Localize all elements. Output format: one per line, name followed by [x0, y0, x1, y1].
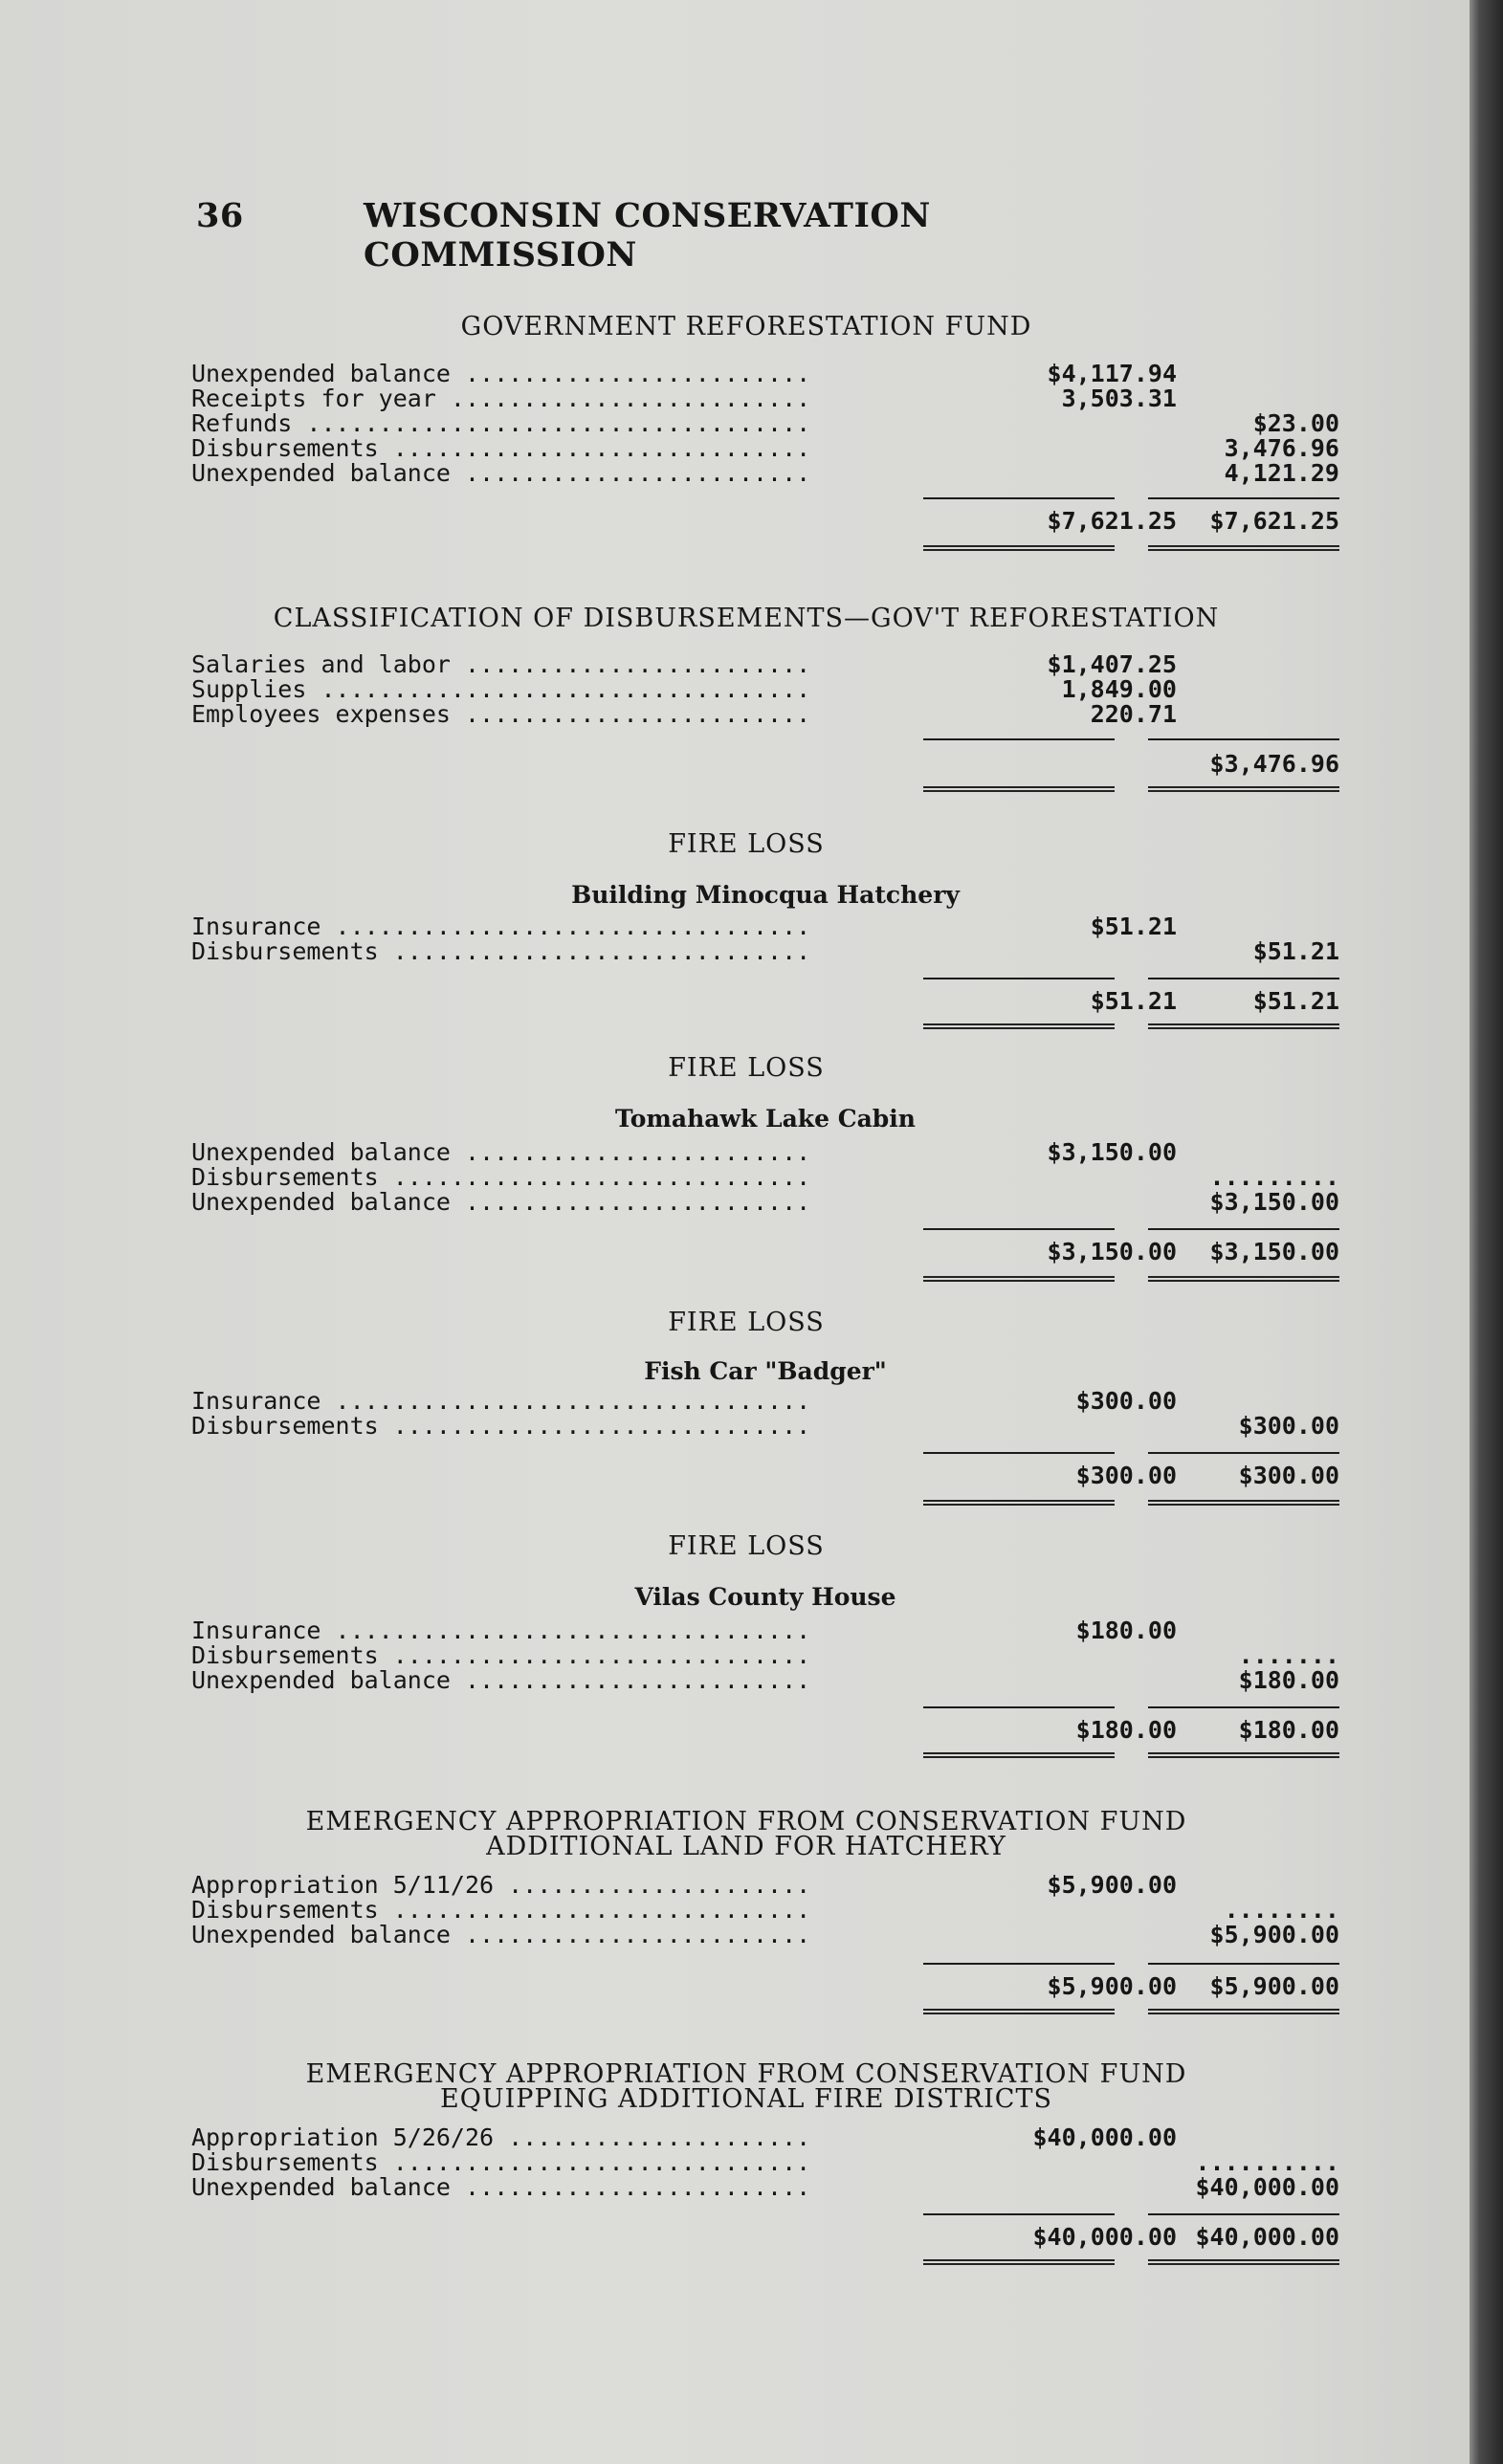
ledger-row: [191, 914, 1339, 939]
double-rule: [923, 2009, 1115, 2014]
double-rule: [1148, 2259, 1339, 2265]
totals-row: [191, 1238, 1339, 1266]
sum-rule: [1148, 1228, 1339, 1230]
row-debit: 3,503.31: [1061, 385, 1177, 412]
ledger-row: [191, 2175, 1339, 2200]
total-debit: $5,900.00: [1047, 1972, 1177, 2000]
sum-rule: [1148, 978, 1339, 979]
section-heading-reforestation-fund: GOVERNMENT REFORESTATION FUND: [460, 312, 1032, 341]
total-credit: $7,621.25: [1209, 507, 1339, 535]
double-rule: [1148, 1023, 1339, 1029]
double-rule: [1148, 545, 1339, 551]
page-title: WISCONSIN CONSERVATION COMMISSION: [364, 196, 931, 275]
ledger-row: [191, 652, 1339, 677]
ledger-row: [191, 436, 1339, 461]
sum-rule: [923, 1452, 1115, 1454]
row-credit: .......: [1238, 1641, 1339, 1669]
ledger-row: [191, 1668, 1339, 1693]
double-rule: [1148, 2009, 1339, 2014]
double-rule: [923, 1500, 1115, 1506]
ledger-row: [191, 1618, 1339, 1643]
sum-rule: [1148, 1963, 1339, 1965]
double-rule: [1148, 1500, 1339, 1506]
row-credit: 3,476.96: [1224, 434, 1339, 462]
row-credit: $23.00: [1252, 409, 1339, 437]
sum-rule: [923, 1228, 1115, 1230]
sum-rule: [923, 1963, 1115, 1965]
row-label: Receipts for year .........................: [191, 386, 811, 411]
running-head: [196, 196, 1191, 275]
row-credit: $3,150.00: [1209, 1188, 1339, 1216]
total-debit: $3,150.00: [1047, 1238, 1177, 1265]
ledger-row: [191, 702, 1339, 727]
row-debit: 220.71: [1090, 700, 1177, 728]
row-label: Insurance .................................: [191, 914, 811, 939]
ledger-row: [191, 1165, 1339, 1190]
section-heading-fire-loss: FIRE LOSS: [668, 1053, 825, 1083]
double-rule: [923, 1752, 1115, 1758]
row-label: Disbursements .............................: [191, 2150, 811, 2175]
sum-rule: [923, 1706, 1115, 1708]
book-binding-edge: [1470, 0, 1503, 2464]
total-debit: $300.00: [1075, 1462, 1177, 1489]
row-debit: $180.00: [1075, 1617, 1177, 1644]
section-heading-classification: CLASSIFICATION OF DISBURSEMENTS—GOV'T REFORESTATION: [273, 604, 1220, 633]
double-rule: [923, 1023, 1115, 1029]
row-label: Unexpended balance ........................: [191, 1923, 811, 1947]
row-credit: $5,900.00: [1209, 1921, 1339, 1948]
row-label: Disbursements .............................: [191, 1643, 811, 1668]
ledger-row: [191, 1643, 1339, 1668]
row-label: Unexpended balance ........................: [191, 1140, 811, 1165]
sum-rule: [923, 738, 1115, 740]
total-credit: $51.21: [1252, 987, 1339, 1015]
total-debit: $180.00: [1075, 1716, 1177, 1744]
row-credit: ........: [1224, 1896, 1339, 1924]
row-label: Insurance .................................: [191, 1389, 811, 1414]
double-rule: [923, 2259, 1115, 2265]
section-subheading: Fish Car "Badger": [644, 1357, 887, 1385]
row-debit: $4,117.94: [1047, 360, 1177, 387]
row-credit: $51.21: [1252, 937, 1339, 965]
ledger-row: [191, 362, 1339, 386]
row-label: Employees expenses ........................: [191, 702, 811, 727]
row-label: Unexpended balance ........................: [191, 2175, 811, 2200]
heading-line-1: EMERGENCY APPROPRIATION FROM CONSERVATION FUND: [305, 2059, 1187, 2089]
ledger-row: [191, 677, 1339, 702]
row-credit: .........: [1209, 1163, 1339, 1191]
row-label: Refunds ...................................: [191, 411, 811, 436]
row-debit: $40,000.00: [1032, 2123, 1177, 2151]
double-rule: [1148, 786, 1339, 792]
total-credit: $180.00: [1238, 1716, 1339, 1744]
sum-rule: [923, 978, 1115, 979]
ledger-row: [191, 386, 1339, 411]
ledger-row: [191, 461, 1339, 486]
total-debit: $51.21: [1090, 987, 1177, 1015]
sum-rule: [1148, 1452, 1339, 1454]
row-label: Supplies ..................................: [191, 677, 811, 702]
double-rule: [923, 545, 1115, 551]
sum-rule: [1148, 1706, 1339, 1708]
double-rule: [923, 786, 1115, 792]
ledger-row: [191, 939, 1339, 964]
row-label: Disbursements .............................: [191, 939, 811, 964]
row-debit: $51.21: [1090, 913, 1177, 940]
row-label: Unexpended balance ........................: [191, 1190, 811, 1215]
double-rule: [923, 1276, 1115, 1282]
total-debit: $40,000.00: [1032, 2223, 1177, 2251]
row-label: Appropriation 5/26/26 .....................: [191, 2125, 811, 2150]
ledger-row: [191, 1140, 1339, 1165]
row-label: Salaries and labor ........................: [191, 652, 811, 677]
section-heading-fire-loss: FIRE LOSS: [668, 1531, 825, 1561]
row-credit: $180.00: [1238, 1666, 1339, 1694]
sum-rule: [1148, 738, 1339, 740]
row-label: Unexpended balance ........................: [191, 1668, 811, 1693]
sum-rule: [1148, 497, 1339, 499]
total-credit: $3,476.96: [1209, 750, 1339, 778]
row-label: Disbursements .............................: [191, 1414, 811, 1439]
section-subheading: Tomahawk Lake Cabin: [615, 1105, 916, 1133]
row-label: Unexpended balance ........................: [191, 461, 811, 486]
sum-rule: [1148, 2213, 1339, 2215]
page-number: 36: [196, 196, 244, 235]
total-credit: $300.00: [1238, 1462, 1339, 1489]
totals-row: [191, 987, 1339, 1016]
ledger-row: [191, 1898, 1339, 1923]
ledger-row: [191, 2150, 1339, 2175]
section-heading-fire-loss: FIRE LOSS: [668, 1308, 825, 1337]
totals-row: [191, 1972, 1339, 2001]
row-debit: $300.00: [1075, 1387, 1177, 1415]
totals-row: [191, 2223, 1339, 2252]
row-label: Appropriation 5/11/26 .....................: [191, 1873, 811, 1898]
heading-line-1: EMERGENCY APPROPRIATION FROM CONSERVATION FUND: [305, 1807, 1187, 1837]
ledger-row: [191, 411, 1339, 436]
row-label: Insurance .................................: [191, 1618, 811, 1643]
row-debit: 1,849.00: [1061, 675, 1177, 703]
ledger-row: [191, 2125, 1339, 2150]
total-credit: $3,150.00: [1209, 1238, 1339, 1265]
section-subheading: Vilas County House: [634, 1583, 896, 1611]
totals-row: [191, 1716, 1339, 1745]
row-label: Unexpended balance ........................: [191, 362, 811, 386]
total-debit: $7,621.25: [1047, 507, 1177, 535]
sum-rule: [923, 497, 1115, 499]
row-credit: ..........: [1195, 2148, 1339, 2176]
heading-line-2: EQUIPPING ADDITIONAL FIRE DISTRICTS: [440, 2084, 1052, 2114]
row-debit: $3,150.00: [1047, 1138, 1177, 1166]
double-rule: [1148, 1276, 1339, 1282]
ledger-row: [191, 1923, 1339, 1947]
row-credit: $40,000.00: [1195, 2173, 1339, 2201]
totals-row: [191, 750, 1339, 779]
row-debit: $5,900.00: [1047, 1871, 1177, 1899]
total-credit: $40,000.00: [1195, 2223, 1339, 2251]
double-rule: [1148, 1752, 1339, 1758]
ledger-row: [191, 1389, 1339, 1414]
total-credit: $5,900.00: [1209, 1972, 1339, 2000]
row-credit: 4,121.29: [1224, 459, 1339, 487]
row-label: Disbursements .............................: [191, 1898, 811, 1923]
row-credit: $300.00: [1238, 1412, 1339, 1440]
section-subheading: Building Minocqua Hatchery: [571, 881, 960, 909]
totals-row: [191, 1462, 1339, 1490]
sum-rule: [923, 2213, 1115, 2215]
ledger-row: [191, 1873, 1339, 1898]
heading-line-2: ADDITIONAL LAND FOR HATCHERY: [486, 1832, 1006, 1861]
section-heading-emergency-appropriation: [191, 2059, 1301, 2116]
ledger-row: [191, 1414, 1339, 1439]
section-heading-fire-loss: FIRE LOSS: [668, 829, 825, 859]
row-debit: $1,407.25: [1047, 650, 1177, 678]
row-label: Disbursements .............................: [191, 1165, 811, 1190]
totals-row: [191, 507, 1339, 536]
ledger-row: [191, 1190, 1339, 1215]
row-label: Disbursements .............................: [191, 436, 811, 461]
section-heading-emergency-appropriation: [191, 1807, 1301, 1863]
